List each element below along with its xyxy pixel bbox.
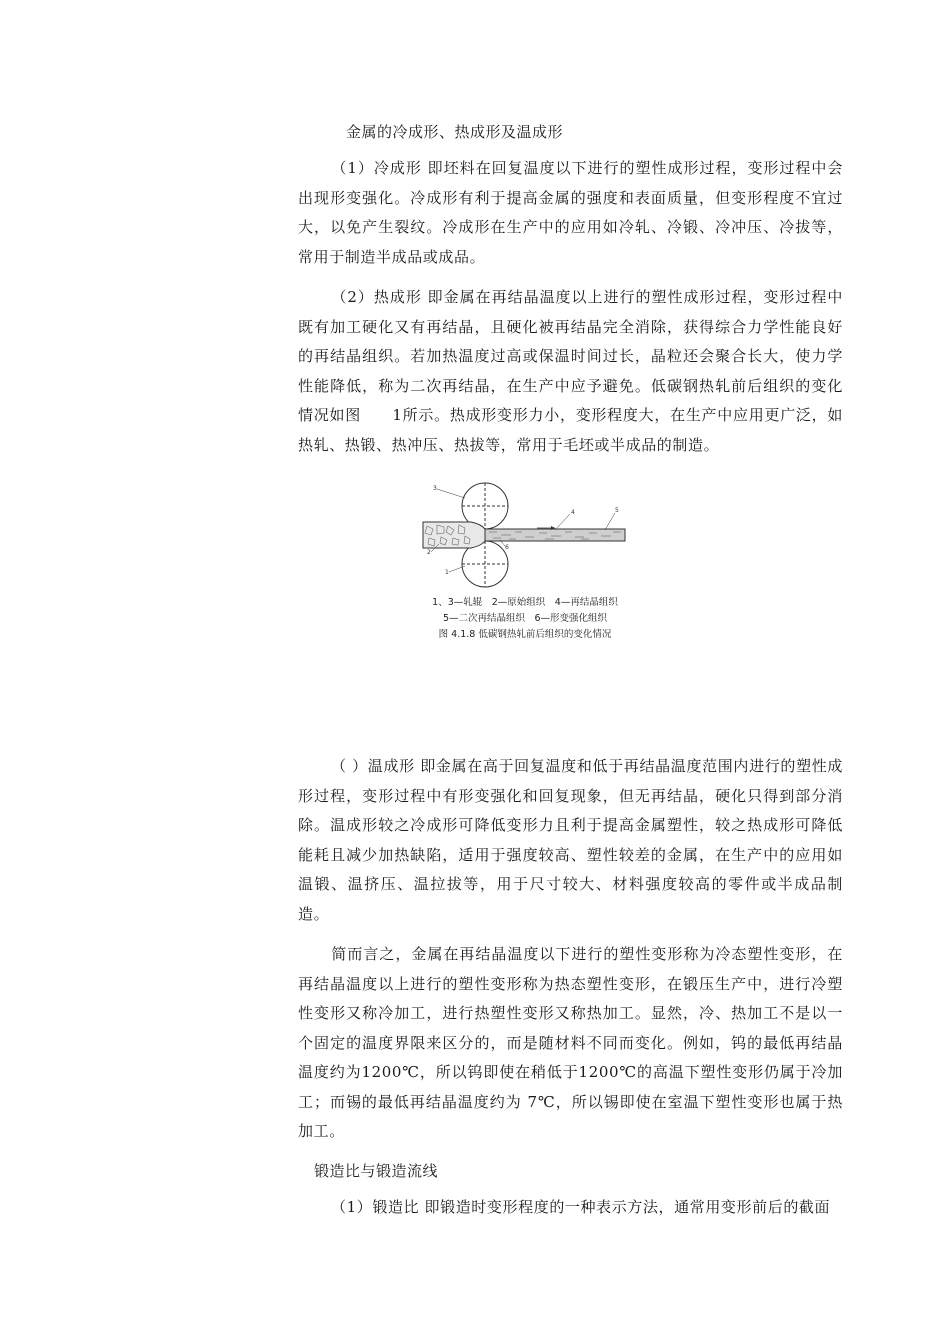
paragraph-summary: 简而言之，金属在再结晶温度以下进行的塑性变形称为冷态塑性变形，在再结晶温度以上进行的塑性变形称为热态塑性变形，在锻压生产中，进行冷塑性变形又称冷加工，进行热塑性变形又称热加工。显然，冷、热加工不是以一个固定的温度界限来区分的，而是随材料不同而变化。例如，钨的最低再结晶温度约为1200℃，所以钨即使在稍低于1200℃的高温下塑性变形仍属于冷加工；而锡的最低再结晶温度约为 7℃，所以锡即使在室温下塑性变形也属于热加工。 (298, 945, 843, 1140)
section-title: 金属的冷成形、热成形及温成形 (346, 123, 564, 141)
paragraph-cold-forming: （1）冷成形 即坯料在回复温度以下进行的塑性成形过程，变形过程中会出现形变强化。冷成形有利于提高金属的强度和表面质量，但变形程度不宜过大，以免产生裂纹。冷成形在生产中的应用如冷轧、冷锻、冷冲压、冷拔等，常用于制造半成品或成品。 (298, 159, 843, 266)
paragraph-forging-ratio: （1）锻造比 即锻造时变形程度的一种表示方法，通常用变形前后的截面 (331, 1198, 831, 1216)
label-3: 3 (433, 485, 437, 492)
section-2-title: 锻造比与锻造流线 (314, 1162, 439, 1180)
figure-caption-line-2: 5—二次再结晶组织 6—形变强化组织 (442, 613, 608, 624)
paragraph-warm-forming: （ ）温成形 即金属在高于回复温度和低于再结晶温度范围内进行的塑性成形过程，变形过程中有形变强化和回复现象，但无再结晶，硬化只得到部分消除。温成形较之冷成形可降低变形力且利于提高金属塑性，较之热成形可降低能耗且减少加热缺陷，适用于强度较高、塑性较差的金属，在生产中的应用如温锻、温挤压、温拉拔等，用于尺寸较大、材料强度较高的零件或半成品制造。 (298, 757, 843, 923)
label-2: 2 (427, 549, 431, 556)
label-1: 1 (445, 569, 449, 576)
label-6: 6 (505, 544, 509, 551)
figure-caption-line-3: 图 4.1.8 低碳钢热轧前后组织的变化情况 (438, 629, 612, 640)
label-4: 4 (571, 509, 575, 516)
paragraph-hot-forming: （2）热成形 即金属在再结晶温度以上进行的塑性成形过程，变形过程中既有加工硬化又有再结晶，且硬化被再结晶完全消除，获得综合力学性能良好的再结晶组织。若加热温度过高或保温时间过长，晶粒还会聚合长大，使力学性能降低，称为二次再结晶，在生产中应予避免。低碳钢热轧前后组织的变化情况如图 1所示。热成形变形力小，变形程度大，在生产中应用更广泛，如热轧、热锻、热冲压、热拔等，常用于毛坯或半成品的制造。 (298, 288, 843, 454)
label-5: 5 (615, 507, 619, 514)
figure-caption-line-1: 1、3—轧辊 2—原始组织 4—再结晶组织 (432, 597, 618, 608)
